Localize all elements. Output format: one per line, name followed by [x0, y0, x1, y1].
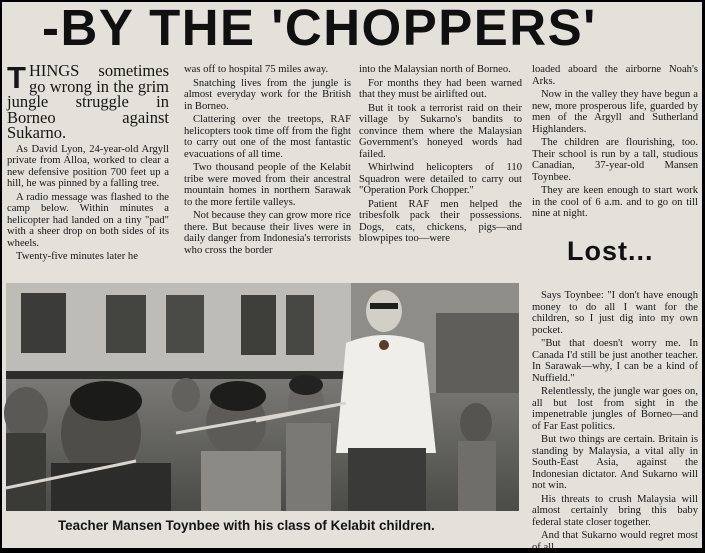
paragraph: But it took a terrorist raid on their village by Sukarno's bandits to convince them where the Malaysian Government's honeyed words had failed. — [359, 102, 522, 160]
lead-paragraph — [7, 60, 169, 142]
paragraph: For months they had been warned that they must be airlifted out. — [359, 77, 522, 100]
paragraph: His threats to crush Malaysia will almost certainly bring this baby federal state closer together. — [532, 493, 698, 528]
subhead: Lost... — [567, 236, 654, 266]
paragraph: The children are flourishing, too. Their school is run by a tall, studious Canadian, 37-year-old Mansen Toynbee. — [532, 137, 698, 183]
paragraph: Says Toynbee: "I don't have enough money to do all I want for the children, so I just dig into my own pocket. — [532, 290, 698, 336]
paragraph: Snatching lives from the jungle is almost everyday work for the British in Borneo. — [184, 77, 351, 112]
paragraph: And that Sukarno would regret most of all. — [532, 530, 698, 553]
paragraph: into the Malaysian north of Borneo. — [359, 64, 511, 75]
lead-text: HINGS sometimes go wrong in the grim jungle struggle in Borneo against Sukarno. — [7, 61, 169, 142]
article-column-2 — [184, 64, 351, 280]
newspaper-clipping — [2, 0, 702, 553]
paragraph: Patient RAF men helped the tribesfolk pack their possessions. Dogs, cats, chickens, pigs—and blowpipes too—were — [359, 198, 522, 244]
paragraph: They are keen enough to start work in the cool of 6 a.m. and to go on till nine at night. — [532, 185, 698, 219]
paragraph: As David Lyon, 24-year-old Argyll private from Alloa, worked to clear a new defensive position 700 feet up a hill, he was pinned by a falling tree. — [7, 143, 169, 189]
article-column-1 — [7, 60, 169, 280]
article-column-5 — [532, 290, 698, 553]
paragraph: Clattering over the treetops, RAF helicopters took time off from the fight to carry out one of the most fantastic evacuations of all time. — [184, 114, 351, 160]
paragraph: was off to hospital 75 miles away. — [184, 64, 329, 75]
paragraph: Not because they can grow more rice there. But because their lives were in daily danger from Indonesia's terrorists who cross the border — [184, 210, 351, 256]
article-column-3 — [359, 64, 522, 280]
paragraph: But two things are certain. Britain is standing by Malaysia, a vital ally in South-East Asia, against the Indonesian dictator. And Sukarno will not win. — [532, 434, 698, 491]
paragraph: Now in the valley they have begun a new, more prosperous life, guarded by men of the Argyll and Sutherland Highlanders. — [532, 89, 698, 135]
paragraph: Two thousand people of the Kelabit tribe were moved from their ancestral mountain homes in northern Sarawak to the more fertile valleys. — [184, 162, 351, 208]
drop-cap: T — [7, 60, 26, 95]
classroom-photo — [6, 283, 519, 511]
paragraph: Twenty-five minutes later he — [16, 251, 138, 262]
paragraph: Whirlwind helicopters of 110 Squadron were detailed to carry out "Operation Pork Chopper." — [359, 162, 522, 196]
headline: -BY THE 'CHOPPERS' — [42, 0, 597, 56]
paragraph: A radio message was flashed to the camp below. Within minutes a helicopter had landed on a tiny "pad" with a sheer drop on both sides of its wheels. — [7, 191, 169, 249]
photo — [6, 283, 519, 511]
photo-caption: Teacher Mansen Toynbee with his class of Kelabit children. — [58, 518, 435, 533]
paragraph: loaded aboard the airborne Noah's Arks. — [532, 64, 698, 87]
paragraph: "But that doesn't worry me. In Canada I'd still be just another teacher. In Sarawak—why, I can be a kind of Nuffield." — [532, 338, 698, 384]
paragraph: Relentlessly, the jungle war goes on, all but lost from sight in the impenetrable jungles of Borneo—and of Far East politics. — [532, 386, 698, 432]
article-column-4 — [532, 64, 698, 236]
school-building — [6, 283, 519, 393]
